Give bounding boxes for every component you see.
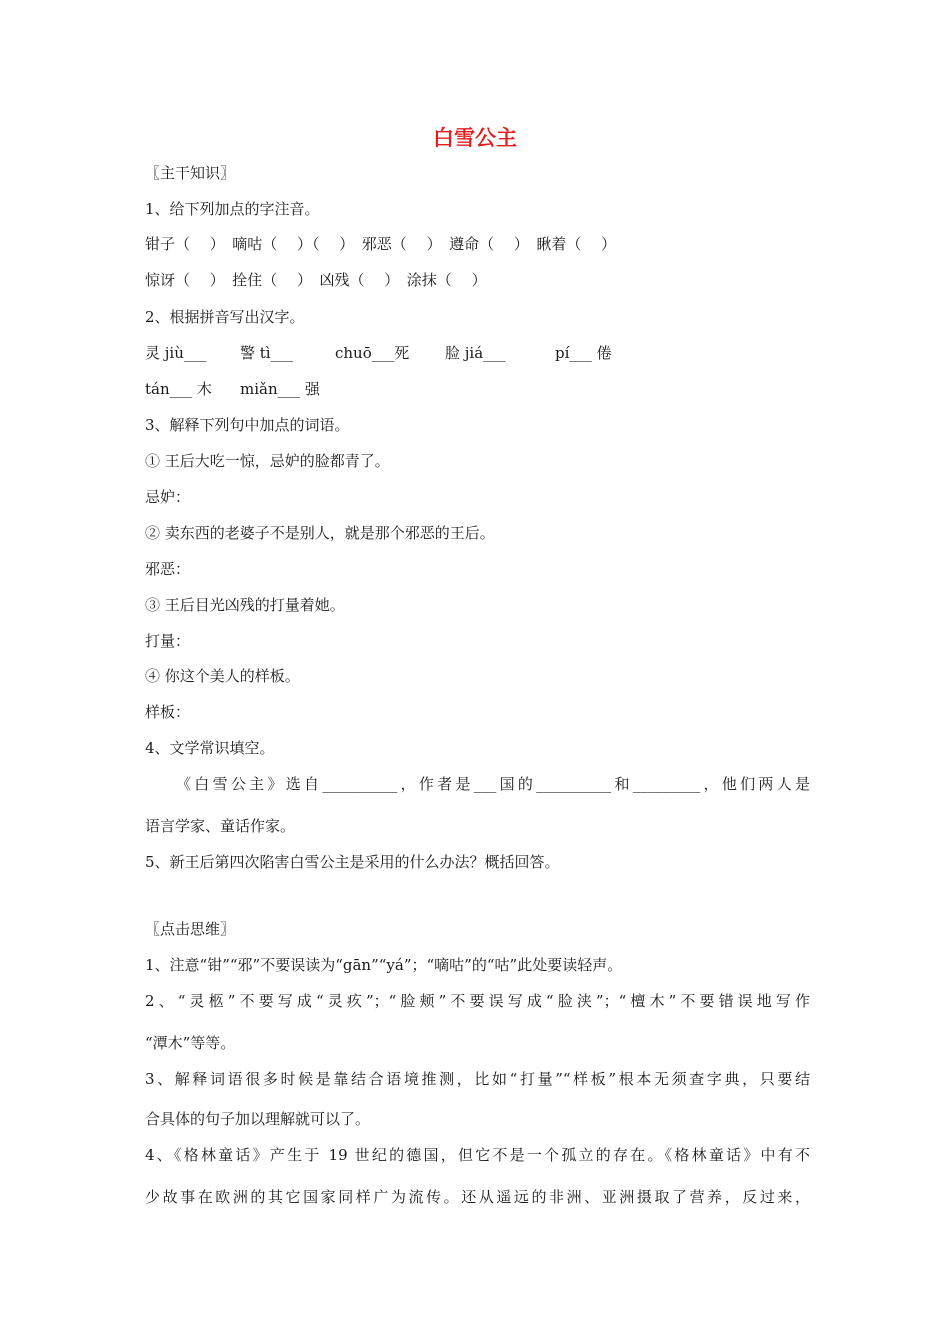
question-3-word-3: 打量： [145, 632, 191, 650]
tip-4-line-2: 少故事在欧洲的其它国家同样广为流传。还从遥远的非洲、亚洲摄取了营养，反过来， [145, 1188, 810, 1206]
pinyin-item: pí___ 倦 [555, 344, 612, 362]
question-1-row-2: 惊讶（ ） 拴住（ ） 凶残（ ） 涂抹（ ） [145, 271, 487, 289]
pinyin-item: chuō___死 [335, 344, 410, 362]
tip-3-line-2: 合具体的句子加以理解就可以了。 [145, 1110, 371, 1128]
pinyin-item: 脸 jiá___ [445, 344, 506, 362]
tip-3-line-1: 3、解释词语很多时候是靠结合语境推测，比如“打量”“样板”根本无须查字典，只要结 [145, 1070, 810, 1088]
question-3-sentence-4: ④ 你这个美人的样板。 [145, 667, 300, 685]
pinyin-item: miǎn___ 强 [240, 380, 320, 398]
section-header-main-knowledge: 〖主干知识〗 [145, 164, 236, 182]
question-3-word-1: 忌妒： [145, 488, 191, 506]
question-4-prompt: 4、文学常识填空。 [145, 739, 275, 757]
tip-1: 1、注意“钳”“邪”不要误读为“gān”“yá”；“嘀咕”的“咕”此处要读轻声。 [145, 956, 623, 974]
question-1-row-1: 钳子（ ） 嘀咕（ ）（ ） 邪恶（ ） 遵命（ ） 瞅着（ ） [145, 235, 617, 253]
tip-2-line-1: 2、“灵柩”不要写成“灵疚”；“脸颊”不要误写成“脸浃”；“檀木”不要错误地写作 [145, 992, 810, 1010]
section-header-thinking: 〖点击思维〗 [145, 920, 236, 938]
pinyin-item: 警 tì___ [240, 344, 294, 362]
question-2-prompt: 2、根据拼音写出汉字。 [145, 308, 305, 326]
question-4-line-1: 《白雪公主》选自__________，作者是___国的__________和_________，他们两人是 [176, 775, 810, 793]
question-1-prompt: 1、给下列加点的字注音。 [145, 200, 320, 218]
question-3-sentence-3: ③ 王后目光凶残的打量着她。 [145, 596, 345, 614]
question-3-word-2: 邪恶： [145, 560, 191, 578]
question-5-prompt: 5、新王后第四次陷害白雪公主是采用的什么办法？概括回答。 [145, 853, 560, 871]
question-3-sentence-2: ② 卖东西的老婆子不是别人，就是那个邪恶的王后。 [145, 524, 495, 542]
tip-2-line-2: “潭木”等等。 [145, 1034, 236, 1052]
question-4-line-2: 语言学家、童话作家。 [145, 817, 296, 835]
pinyin-item: tán___ 木 [145, 380, 212, 398]
pinyin-item: 灵 jiù___ [145, 344, 207, 362]
tip-4-line-1: 4、《格林童话》产生于 19 世纪的德国，但它不是一个孤立的存在。《格林童话》中有不 [145, 1146, 810, 1164]
page-title: 白雪公主 [433, 126, 517, 150]
question-3-word-4: 样板： [145, 703, 191, 721]
question-3-prompt: 3、解释下列句中加点的词语。 [145, 416, 350, 434]
question-3-sentence-1: ① 王后大吃一惊，忌妒的脸都青了。 [145, 452, 390, 470]
